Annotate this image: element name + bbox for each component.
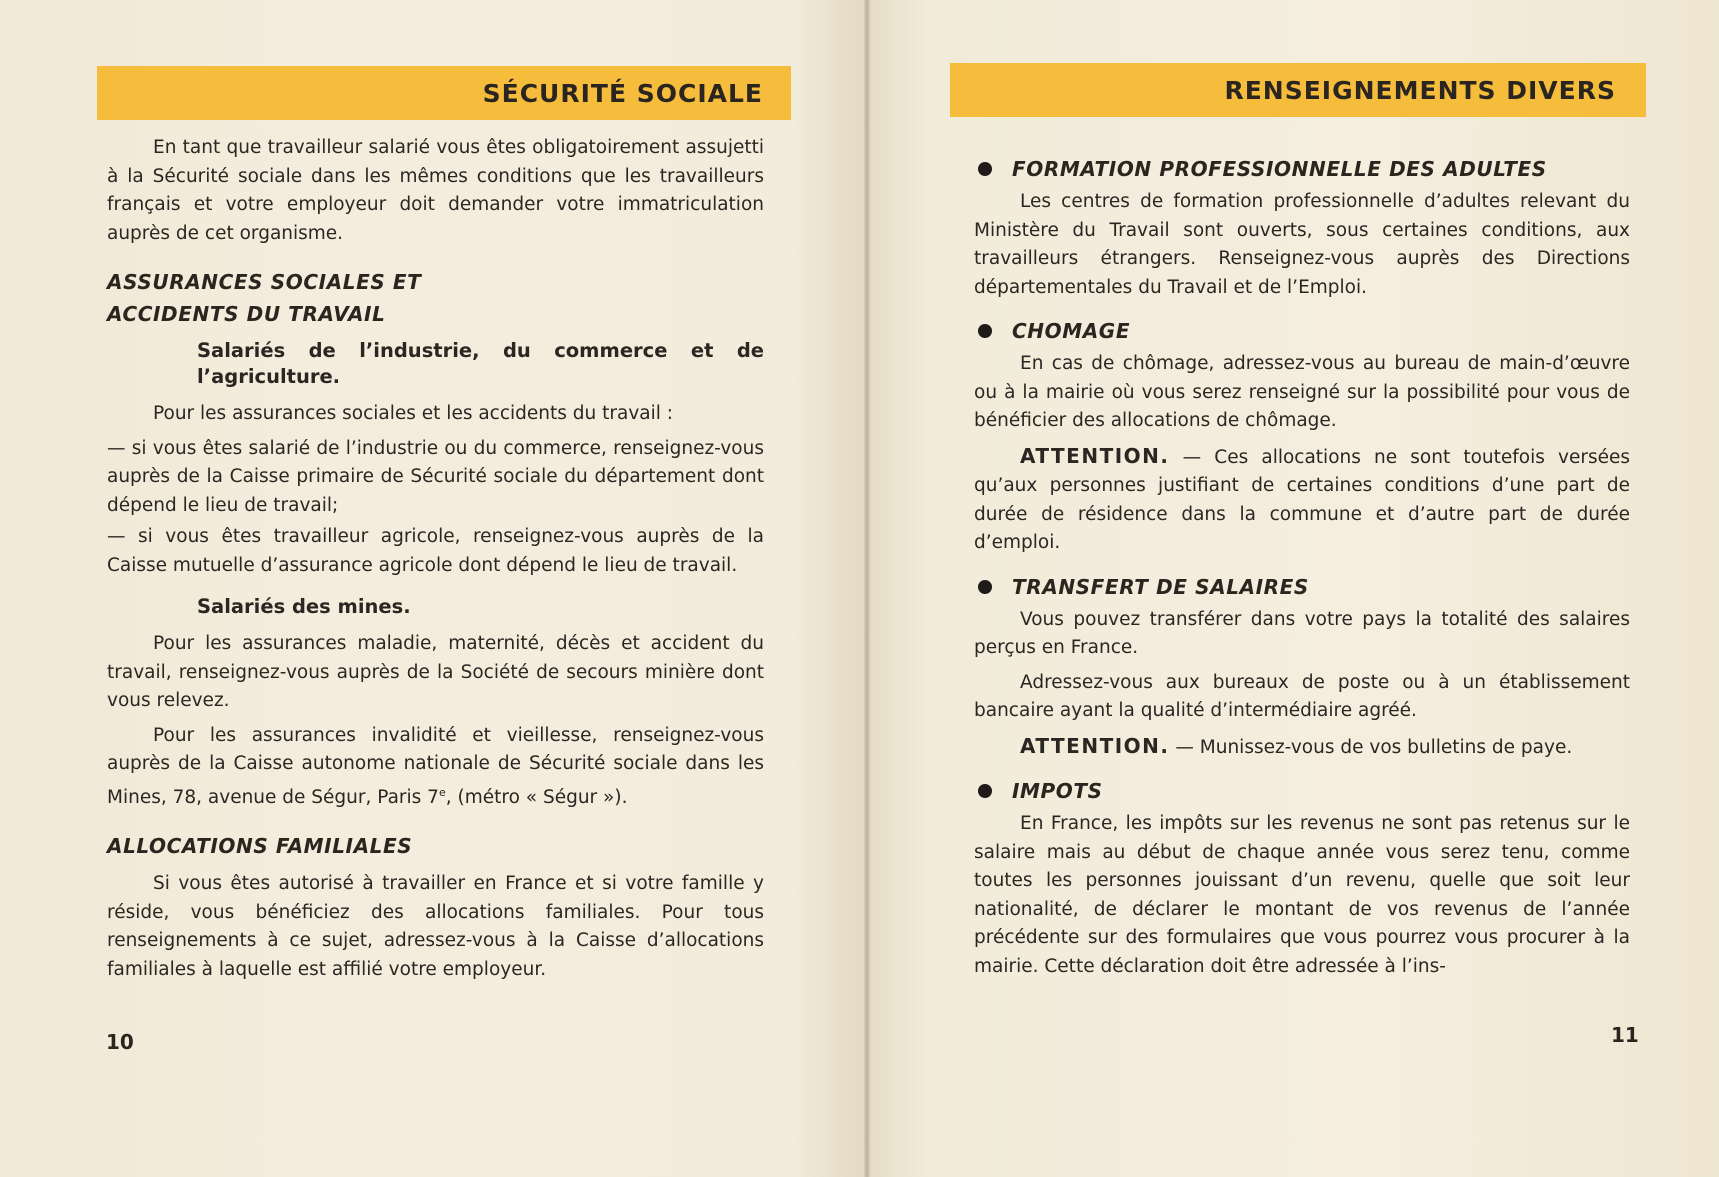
arrondissement-superscript: e — [438, 785, 446, 799]
bullet-icon — [978, 784, 992, 798]
mines-paragraph-invalidite — [107, 722, 764, 813]
list-item-agricole: — si vous êtes travailleur agricole, renseignez-vous auprès de la Caisse mutuelle d’assurance agricole dont dépend le lieu de travail. — [107, 526, 764, 576]
right-page-content — [974, 154, 1630, 987]
section-title-formation — [974, 154, 1630, 184]
section-title-transfert — [974, 572, 1630, 602]
right-page-header-bar — [950, 63, 1646, 117]
allocations-paragraph: Si vous êtes autorisé à travailler en France et si votre famille y réside, vous bénéficiez des allocations familiales. Pour tous renseignements à ce sujet, adressez-vous à la Caisse d’allocations familiales à laquelle est affilié votre employeur. — [107, 873, 764, 980]
attention-label: ATTENTION. — [1020, 443, 1170, 468]
transfert-paragraph-1: Vous pouvez transférer dans votre pays la totalité des salaires perçus en France. — [974, 608, 1630, 658]
section-title-text: TRANSFERT DE SALAIRES — [1012, 574, 1309, 599]
bullet-icon — [978, 162, 992, 176]
intro-paragraph: En tant que travailleur salarié vous êtes obligatoirement assujetti à la Sécurité sociale dans les mêmes conditions que les travailleurs français et votre employeur doit demander votre immatriculation auprès de cet organisme. — [107, 137, 764, 244]
formation-paragraph: Les centres de formation professionnelle d’adultes relevant du Ministère du Travail sont ouverts, sous certaines conditions, aux travailleurs étrangers. Renseignez-vous auprès des Directions départementales du Travail et de l’Emploi. — [974, 191, 1630, 298]
section-title-allocations: ALLOCATIONS FAMILIALES — [107, 834, 413, 859]
subsection-title-industrie: Salariés de l’industrie, du commerce et de l’agriculture. — [197, 339, 764, 388]
section-title-impots — [974, 776, 1630, 806]
list-item-industrie: — si vous êtes salarié de l’industrie ou du commerce, renseignez-vous auprès de la Caisse primaire de Sécurité sociale du département dont dépend le lieu de travail; — [107, 437, 764, 516]
left-page-content — [107, 134, 764, 990]
assurances-lead-paragraph: Pour les assurances sociales et les accidents du travail : — [153, 403, 674, 424]
chomage-attention-paragraph — [974, 442, 1630, 558]
metro-text: , (métro « Ségur »). — [445, 786, 628, 808]
transfert-paragraph-2: Adressez-vous aux bureaux de poste ou à un établissement bancaire ayant la qualité d’intermédiaire agréé. — [974, 671, 1630, 721]
section-title-line: ASSURANCES SOCIALES ET — [107, 270, 422, 294]
chomage-paragraph: En cas de chômage, adressez-vous au bureau de main-d’œuvre ou à la mairie où vous serez renseigné sur la possibilité pour vous de bénéficier des allocations de chômage. — [974, 353, 1630, 431]
bullet-icon — [978, 324, 992, 338]
bullet-icon — [978, 580, 992, 594]
section-title-text: FORMATION PROFESSIONNELLE DES ADULTES — [1012, 157, 1547, 181]
page-number-right: 11 — [1611, 1023, 1639, 1047]
left-page-header-bar — [97, 66, 791, 120]
attention-text: — Ces allocations ne sont toutefois versées qu’aux personnes justifiant de certaines conditions d’une part de durée de résidence dans la commune et d’autre part de durée d’emploi. — [974, 446, 1630, 553]
section-title-text: CHOMAGE — [1012, 319, 1131, 343]
section-title-chomage — [974, 316, 1630, 346]
section-title-text: IMPOTS — [1012, 779, 1103, 803]
section-title-assurances — [107, 266, 764, 330]
subsection-title-mines: Salariés des mines. — [197, 595, 411, 618]
page-number-left: 10 — [106, 1030, 134, 1054]
transfert-attention-paragraph — [974, 732, 1630, 763]
mines-address-text: Pour les assurances invalidité et vieillesse, renseignez-vous auprès de la Caisse autonome nationale de Sécurité sociale dans les Mines, 78, avenue de Ségur, Paris 7 — [107, 724, 764, 808]
attention-text: — Munissez-vous de vos bulletins de paye. — [1169, 736, 1573, 758]
section-title-line: ACCIDENTS DU TRAVAIL — [107, 302, 386, 326]
mines-paragraph-maladie: Pour les assurances maladie, maternité, décès et accident du travail, renseignez-vous auprès de la Société de secours minière dont vous relevez. — [107, 633, 764, 711]
left-page-header-title: SÉCURITÉ SOCIALE — [482, 78, 763, 108]
impots-paragraph: En France, les impôts sur les revenus ne sont pas retenus sur le salaire mais au début de chaque année vous serez tenu, comme toutes les personnes jouissant d’un revenu, quelle que soit leur nationalité, de déclarer le montant de vos revenus de l’année précédente sur des formulaires que vous pourrez vous procurer à la mairie. Cette déclaration doit être adressée à l’ins- — [974, 813, 1630, 977]
attention-label: ATTENTION. — [1020, 733, 1170, 758]
right-page-header-title: RENSEIGNEMENTS DIVERS — [1224, 75, 1616, 105]
right-page — [870, 0, 1719, 1177]
